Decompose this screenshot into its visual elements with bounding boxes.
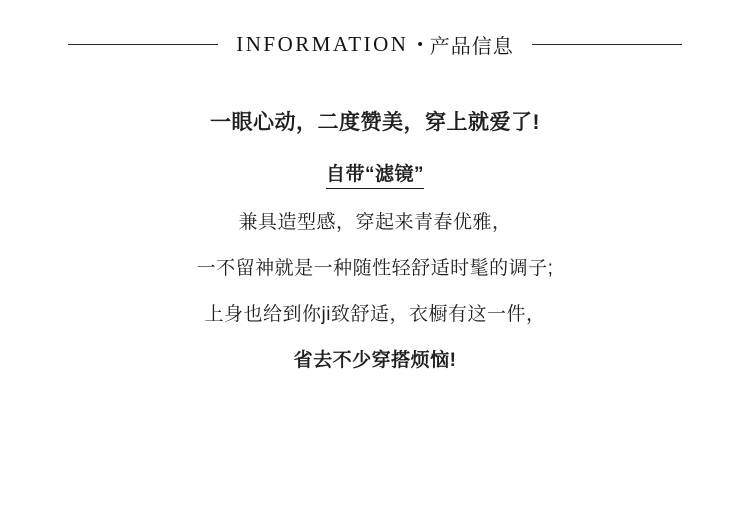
- subhead-row: [0, 157, 750, 193]
- header-rule-right: [532, 44, 682, 45]
- header-separator-dot: •: [417, 36, 423, 53]
- headline-text: 一眼心动，二度赞美，穿上就爱了!: [210, 111, 540, 134]
- subhead-text: 自带“滤镜”: [326, 164, 424, 189]
- header-title-chinese: 产品信息: [429, 34, 514, 58]
- header-rule-left: [68, 44, 218, 45]
- description-block: [0, 103, 750, 379]
- closing-text: 省去不少穿搭烦恼!: [293, 350, 457, 372]
- description-line-1: 兼具造型感，穿起来青春优雅，: [238, 211, 512, 233]
- header-title: [236, 30, 513, 59]
- header-title-english: INFORMATION: [236, 32, 409, 56]
- description-line-3: 上身也给到你ji致舒适，衣橱有这一件，: [204, 304, 546, 326]
- section-header: [0, 0, 750, 59]
- description-line-2: 一不留神就是一种随性轻舒适时髦的调子;: [196, 258, 554, 280]
